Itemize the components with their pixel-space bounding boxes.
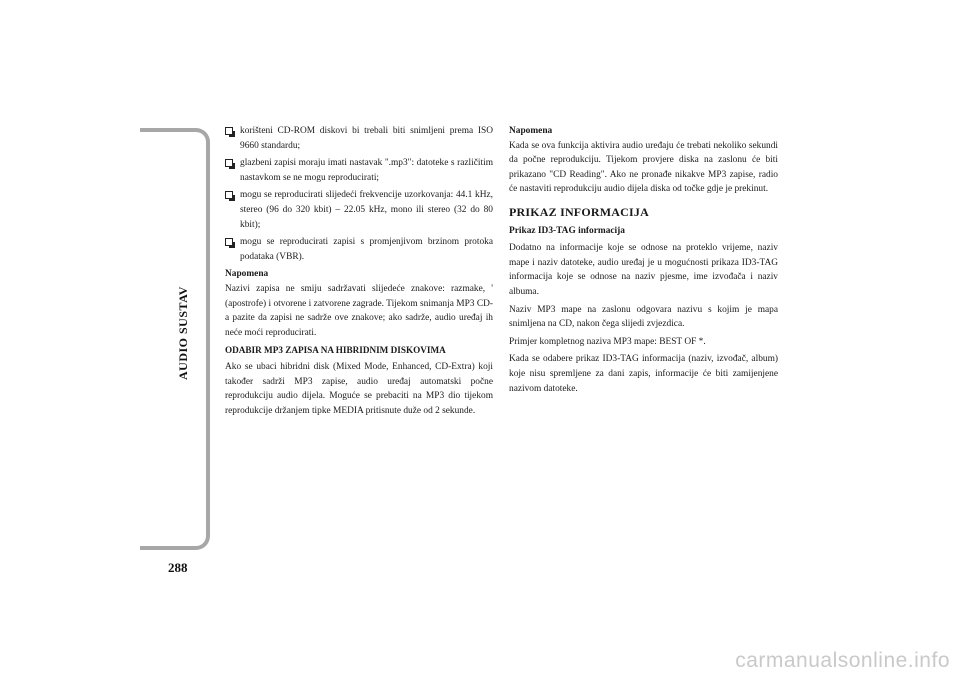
body-paragraph: Naziv MP3 mape na zaslonu odgovara nazivu s kojim je mapa snimljena na CD, nakon čega slijedi zvjezdica. — [509, 304, 778, 330]
side-section-title: AUDIO SUSTAV — [176, 286, 190, 380]
note-paragraph: Nazivi zapisa ne smiju sadržavati slijedeće znakove: razmake, ' (apostrofe) i otvorene i zatvorene zagrade. Tijekom snimanja MP3 CD-a pazite da zapisi ne sadrže ove znakove; ako sadrže, audio uređaj ih neće moći reproducirati. — [225, 283, 493, 338]
note-heading: Napomena — [509, 126, 553, 136]
body-paragraph: Dodatno na informacije koje se odnose na proteklo vrijeme, naziv mape i naziv datoteke, audio uređaj je u mogućnosti prikaza ID3-TAG informacija koje se odnose na naziv pjesme, ime izvođača i naziv albuma. — [509, 243, 778, 297]
page-margin-frame — [140, 128, 210, 550]
note-heading: Napomena — [225, 269, 269, 280]
checkbox-bullet-icon — [225, 127, 233, 135]
note-paragraph: Kada se ova funkcija aktivira audio uređaju će trebati nekoliko sekundi da počne reprodukciju. Tijekom provjere diska na zaslonu će biti prikazano "CD Reading". Ako ne pronađe nikakve MP3 zapise, radio će nastaviti reprodukciju audio dijela diska od točke gdje je prekinut. — [509, 140, 778, 195]
body-paragraph: Primjer kompletnog naziva MP3 mape: BEST OF *. — [509, 336, 706, 347]
left-column — [225, 124, 493, 421]
bullet-item: mogu se reproducirati slijedeći frekvencije uzorkovanja: 44.1 kHz, stereo (96 do 320 kbit) – 22.05 kHz, mono ili stereo (32 do 80 kbit); — [225, 188, 493, 232]
bullet-item: glazbeni zapisi moraju imati nastavak ".mp3": datoteke s različitim nastavkom se ne mogu reproducirati; — [225, 156, 493, 185]
section-heading: PRIKAZ INFORMACIJA — [509, 204, 649, 219]
hybrid-disc-paragraph: Ako se ubaci hibridni disk (Mixed Mode, Enhanced, CD-Extra) koji također sadrži MP3 zapise, audio uređaj automatski počne reprodukciju audio dijela. Moguće se prebaciti na MP3 dio tijekom reprodukcije držanjem tipke MEDIA pritisnute duže od 2 sekunde. — [225, 361, 493, 416]
page-number: 288 — [168, 560, 188, 575]
hybrid-disc-heading: ODABIR MP3 ZAPISA NA HIBRIDNIM DISKOVIMA — [225, 345, 446, 356]
checkbox-bullet-icon — [225, 159, 233, 167]
checkbox-bullet-icon — [225, 238, 233, 246]
id3-subheading: Prikaz ID3-TAG informacija — [509, 225, 625, 236]
body-paragraph: Kada se odabere prikaz ID3-TAG informacija (naziv, izvođač, album) koje nisu spremljene za dani zapis, informacije će biti zamijenjene nazivom datoteke. — [509, 354, 778, 394]
bullet-item: mogu se reproducirati zapisi s promjenjivom brzinom protoka podataka (VBR). — [225, 235, 493, 264]
bullet-item: korišteni CD-ROM diskovi bi trebali biti snimljeni prema ISO 9660 standardu; — [225, 124, 493, 153]
checkbox-bullet-icon — [225, 191, 233, 199]
watermark: carmanualsonline.info — [735, 649, 950, 672]
right-column — [509, 124, 778, 399]
